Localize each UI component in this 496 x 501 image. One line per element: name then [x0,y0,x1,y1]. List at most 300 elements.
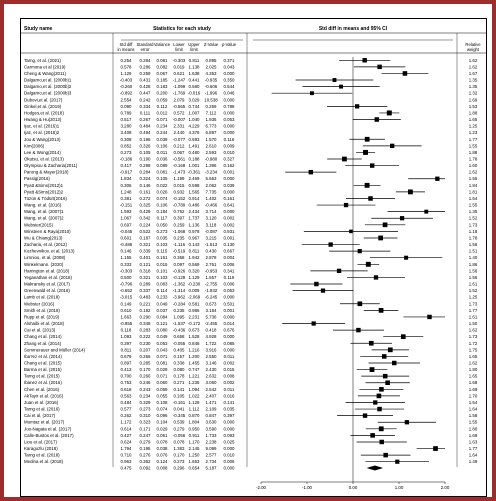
study-label: Tarng, et al. (2021) [24,57,61,63]
stat-cell: 0.272 [139,195,151,201]
study-label: Ijaz, et al. (2016)2 [24,130,60,136]
effect-marker [374,275,378,279]
stat-cell: 0.114 [156,288,168,294]
stat-cell: 0.244 [156,130,168,136]
stat-cell: 2.734 [205,459,217,465]
stat-cell: 0.080 [156,327,168,333]
stat-cell: 0.601 [120,235,132,241]
stat-cell: 0.578 [120,64,132,70]
stat-cell: 0.104 [156,419,168,425]
effect-marker [404,256,408,260]
stat-cell: 1.794 [120,446,132,452]
stat-cell: 0.187 [139,235,151,241]
stat-cell: 0.852 [120,143,132,149]
stat-cell: 0.141 [173,386,185,392]
effect-marker [368,196,372,200]
effect-marker [379,426,384,431]
stat-cell: 0.117 [156,215,168,221]
stat-cell: 0.050 [156,222,168,228]
effect-marker [349,230,353,234]
stat-cell: -0.260 [119,84,133,90]
stat-cell: 0.569 [188,261,200,267]
stat-cell: 0.259 [173,222,185,228]
stat-cell: 0.486 [188,202,200,208]
effect-marker [370,163,374,167]
study-label: Greenwald et al. (2018) [24,288,70,294]
stat-cell: 0.002 [223,222,235,228]
stat-cell: 1.565 [188,189,200,195]
summary-stat-cell: 0.092 [139,465,151,471]
effect-marker [356,328,360,332]
stat-cell: 0.101 [156,268,168,274]
stat-cell: 0.001 [223,169,235,175]
weight-cell: 1.65 [468,373,478,379]
weight-cell: 1.67 [468,70,478,76]
effect-marker [435,177,439,181]
stat-cell: 0.000 [223,70,235,76]
weight-cell: 1.69 [468,386,478,392]
stat-cell: 0.035 [223,406,235,412]
x-tick-label: 2.00 [440,485,450,490]
stat-cell: 0.000 [223,419,235,425]
effect-marker [314,282,318,286]
stat-cell: 7.112 [205,110,217,116]
stat-cell: -2.755 [204,281,218,287]
stat-col-header: Variance [153,42,171,47]
stat-cell: 2.761 [205,261,217,267]
stat-col-header-2: limit [175,47,183,52]
summary-diamond [367,466,383,471]
effect-marker [382,354,387,359]
stat-cell: 0.049 [156,334,168,340]
study-label: Liou et al. (2017) [24,439,57,445]
stat-cell: 2.434 [188,209,200,215]
stat-cell: 0.103 [156,274,168,280]
stat-cell: 1.396 [205,163,217,169]
effect-marker [377,65,381,69]
weight-cell: 1.62 [468,57,478,63]
stat-cell: -3.234 [204,169,218,175]
effect-marker [363,150,368,155]
stat-cell: 1.094 [188,386,200,392]
stat-cell: -0.129 [172,274,186,280]
effect-marker [377,407,381,411]
stat-cell: 0.190 [139,156,151,162]
weight-cell: 1.77 [468,136,478,142]
study-label: Zacharia, et al. (2012) [24,242,67,248]
stat-cell: 0.338 [173,360,185,366]
stat-cell: 0.337 [139,288,151,294]
effect-marker [333,78,337,82]
weight-cell: 1.56 [468,268,478,274]
stat-cell: 0.035 [156,235,168,241]
stat-cell: 0.085 [223,340,235,346]
stat-cell: 0.010 [223,149,235,155]
effect-marker [405,420,409,424]
weight-cell: 1.68 [468,432,478,438]
stat-cell: 0.000 [223,110,235,116]
stat-cell: 0.581 [188,301,200,307]
plot-title: Std diff in means and 95% CI [318,26,388,32]
stat-cell: 0.279 [139,439,151,445]
stat-cell: 0.221 [139,301,151,307]
stat-cell: 0.081 [156,360,168,366]
stat-cell: -1.099 [172,84,186,90]
study-label: Wang, et al. (2007)2 [24,215,64,221]
stat-cell: 0.753 [120,380,132,386]
weight-cell: 1.62 [468,360,478,366]
study-label: Medina et al. (2018) [24,459,64,465]
stat-cell: 0.480 [188,149,200,155]
summary-stat-cell: 0.475 [120,465,132,471]
stat-cell: 0.015 [156,261,168,267]
stat-cell: 2.542 [205,386,217,392]
effect-marker [383,453,387,457]
stat-cell: 1.067 [120,215,132,221]
stat-cell: 0.273 [120,149,132,155]
stat-cell: 0.212 [173,143,185,149]
stat-cell: 0.036 [156,156,168,162]
study-label: Tarng et al. (2018) [24,452,60,458]
stat-cell: 1.129 [188,274,200,280]
stat-cell: 1.653 [188,459,200,465]
study-label: Chen et al. (2016) [24,386,60,392]
stat-cell: -2.455 [204,321,218,327]
stat-col-header-2: in means [117,47,135,52]
stat-cell: 0.000 [223,176,235,182]
stat-cell: -0.519 [172,248,186,254]
stat-cell: 0.234 [139,393,151,399]
stat-cell: 0.146 [139,182,151,188]
stat-cell: 0.747 [188,367,200,373]
stat-cell: 0.333 [120,261,132,267]
stat-cell: -0.486 [119,242,133,248]
stat-cell: 0.624 [120,439,132,445]
study-label: Passig(2016) [24,176,50,182]
stat-cell: 0.188 [188,156,200,162]
stat-col-header: Standard [136,42,154,47]
weight-cell: 1.84 [468,182,478,188]
stat-cell: 1.170 [188,439,200,445]
stat-cell: 0.371 [223,57,235,63]
study-label: Karagozlu (2018) [24,446,58,452]
study-label: Hwang & Hu(2013) [24,117,62,123]
stat-cell: 0.693 [188,136,200,142]
stat-cell: 0.078 [156,439,168,445]
stat-cell: 0.368 [173,255,185,261]
weight-cell: 1.80 [468,367,478,373]
stat-cell: 1.834 [120,176,132,182]
stat-cell: -0.565 [172,103,186,109]
stat-cell: 1.172 [120,419,132,425]
stat-cell: 1.570 [205,136,217,142]
stat-cell: 2.550 [205,353,217,359]
effect-marker [388,347,393,352]
weight-cell: 1.55 [468,202,478,208]
stat-cell: 0.043 [223,64,235,70]
stat-cell: 4.928 [205,334,217,340]
stat-cell: 0.610 [120,307,132,313]
stat-cell: 0.046 [223,90,235,96]
stat-cell: 1.095 [173,314,185,320]
study-label: Dalgarno,et al. (2000b)1 [24,77,72,83]
stat-cell: 0.667 [223,248,235,254]
stat-cell: 0.121 [139,261,151,267]
stat-cell: 0.053 [156,340,168,346]
stat-cell: 0.320 [188,268,200,274]
stat-cell: -0.303 [172,57,186,63]
stat-cell: 1.129 [120,70,132,76]
stat-cell: 0.539 [173,419,185,425]
stat-cell: 0.029 [156,367,168,373]
stat-cell: 1.557 [205,274,217,280]
stat-cell: -0.403 [119,77,133,83]
stat-cell: 0.119 [223,274,235,280]
weight-cell: 1.77 [468,446,478,452]
stat-cell: 0.235 [173,307,185,313]
study-label: Winsteen & Raya(2010) [24,228,71,234]
stat-cell: 0.847 [205,413,217,419]
stat-cell: -0.606 [204,84,218,90]
stat-cell: 0.162 [223,163,235,169]
weight-cell: 1.25 [468,123,478,129]
weight-cell: 1.73 [468,301,478,307]
stat-cell: 1.040 [188,117,200,123]
stat-cell: 0.963 [120,459,132,465]
stat-cell: 2.331 [173,123,185,129]
weight-cell: 1.50 [468,321,478,327]
weight-cell: 1.62 [468,169,478,175]
stat-cell: 0.061 [156,432,168,438]
stat-cell: 1.528 [188,334,200,340]
study-label: Dubovi,et al. (2017) [24,97,63,103]
stat-cell: 1.007 [188,110,200,116]
effect-marker [342,157,347,162]
weight-cell: 1.58 [468,413,478,419]
stat-cell: 0.247 [139,432,151,438]
stat-cell: 1.022 [188,393,200,399]
effect-marker [377,394,382,399]
effect-marker [433,446,438,451]
stat-cell: 0.081 [156,169,168,175]
stat-cell: 0.053 [223,288,235,294]
study-label: Limniou, et al. (2008) [24,255,66,261]
stat-cell: 0.290 [139,314,151,320]
stat-cell: 0.658 [173,334,185,340]
x-tick-label: -2.00 [255,485,267,490]
stat-cell: 1.216 [188,347,200,353]
stat-cell: 0.082 [156,64,168,70]
stat-cell: -0.016 [187,90,201,96]
stat-cell: 0.580 [188,84,200,90]
stat-cell: -0.935 [204,77,218,83]
stat-cell: 5.736 [205,314,217,320]
stat-cell: 0.008 [223,373,235,379]
stat-cell: 0.000 [223,446,235,452]
stat-cell: 0.000 [223,123,235,129]
stat-cell: 0.279 [173,426,185,432]
stat-cell: 0.811 [188,248,200,254]
stat-cell: 3.146 [205,360,217,366]
stat-cell: 0.207 [139,347,151,353]
effect-marker [309,170,313,174]
stat-cell: 0.076 [156,452,168,458]
study-label: Lamb et al. (2018) [24,294,60,300]
effect-marker [358,301,363,306]
stat-cell: 0.039 [156,136,168,142]
stat-cell: 0.544 [223,84,235,90]
study-label: Mumtaz et al. (2017) [24,419,65,425]
stats-title: Statistics for each study [153,26,211,32]
stat-cell: 0.090 [120,103,132,109]
study-label: Webster(2015) [24,222,53,228]
effect-marker [369,341,374,346]
stat-cell: 0.978 [188,228,200,234]
stat-cell: -1.116 [172,242,186,248]
effect-marker [424,210,428,214]
effect-marker [383,222,388,227]
stat-cell: 1.471 [205,399,217,405]
study-label: Iba?ez et al. (2014) [24,353,62,359]
study-label: Smith et al. (2018) [24,307,60,313]
study-label: Sommerauer and Müller (2014) [24,347,86,353]
stat-cell: 0.484 [120,399,132,405]
stat-cell: 0.124 [156,459,168,465]
study-label: Chang et al. (2014) [24,334,62,340]
effect-marker [328,242,332,246]
weight-cell: 1.35 [468,77,478,83]
study-label: Lee & Wong(2014) [24,149,61,155]
summary-stat-cell: 0.654 [188,465,200,471]
stat-cell: 0.321 [139,274,151,280]
stat-cell: 0.577 [120,406,132,412]
stat-cell: 0.029 [156,426,168,432]
stat-cell: -0.926 [172,268,186,274]
stat-cell: 2.079 [173,97,185,103]
stat-col-header-2: limit [190,47,198,52]
stat-cell: 0.310 [139,413,151,419]
stat-cell: 2.469 [188,176,200,182]
stat-cell: 1.112 [188,406,200,412]
stat-cell: -1.769 [172,90,186,96]
stat-cell: 0.025 [223,439,235,445]
stat-cell: 0.811 [120,347,132,353]
study-label: Webster (2016) [24,301,55,307]
effect-marker [355,104,359,108]
stat-cell: 2.430 [205,367,217,373]
stat-cell: 0.178 [173,373,185,379]
stat-cell: 0.641 [223,202,235,208]
effect-marker [375,117,380,122]
stat-cell: 0.074 [156,195,168,201]
study-label: Joo-Nagata et al. (2017) [24,426,72,432]
weight-cell: 1.86 [468,261,478,267]
stat-cell: 0.318 [139,268,151,274]
effect-marker [365,183,370,188]
weight-cell: 1.88 [468,149,478,155]
stat-cell: 1.663 [120,314,132,320]
stat-cell: 0.273 [156,228,168,234]
weight-cell: 1.18 [468,228,478,234]
stat-cell: 1.722 [205,340,217,346]
stat-cell: 0.055 [156,393,168,399]
stat-col-header: Lower [173,42,185,47]
stat-cell: 3.060 [205,380,217,386]
stat-cell: 2.577 [205,452,217,458]
stat-cell: 2.238 [205,439,217,445]
stat-cell: 0.171 [139,426,151,432]
stat-cell: 1.221 [188,373,200,379]
stat-cell: 0.004 [223,255,235,261]
effect-marker [408,189,413,194]
stat-cell: 2.554 [120,97,132,103]
stat-cell: 0.413 [120,367,132,373]
stat-cell: 0.009 [188,288,200,294]
stat-cell: 0.108 [156,399,168,405]
stat-cell: -6.245 [204,294,218,300]
stat-cell: 0.192 [139,307,151,313]
stat-cell: 0.621 [173,70,185,76]
effect-marker [370,433,375,438]
stat-cell: 0.001 [223,235,235,241]
stat-cell: 2.878 [205,255,217,261]
stat-cell: 0.014 [223,321,235,327]
weight-cell: 1.35 [468,84,478,90]
stat-cell: 0.870 [188,413,200,419]
stat-cell: -0.466 [204,202,218,208]
stat-cell: 0.071 [156,353,168,359]
stat-cell: -0.980 [204,156,218,162]
stat-cell: 0.517 [120,117,132,123]
stat-cell: 0.673 [205,301,217,307]
stat-cell: 6.897 [205,130,217,136]
stat-cell: 0.116 [223,136,235,142]
stat-cell: -0.168 [172,163,186,169]
stat-cell: 0.563 [120,393,132,399]
stat-cell: 0.324 [139,176,151,182]
effect-marker [379,387,384,392]
stat-cell: 1.455 [188,360,200,366]
stat-cell: 0.080 [173,367,185,373]
effect-marker [383,374,388,379]
stat-cell: -3.962 [172,294,186,300]
weight-cell: 1.60 [468,163,478,169]
stat-cell: 0.329 [139,399,151,405]
stat-cell: 0.105 [139,149,151,155]
stat-cell: 0.060 [156,380,168,386]
stat-cell: 10.538 [204,97,218,103]
weight-cell: 1.55 [468,143,478,149]
stat-cell: 0.022 [156,182,168,188]
stat-cell: 0.083 [223,432,235,438]
stat-cell: -1.473 [172,169,186,175]
stat-cell: 0.744 [188,103,200,109]
study-label: Okutsu, et al. (2013) [24,156,64,162]
stat-cell: 0.483 [139,294,151,300]
stat-cell: 0.614 [120,426,132,432]
stat-cell: 0.143 [188,242,200,248]
stat-cell: 0.011 [223,353,235,359]
study-label: Zhang et al. (2014) [24,340,62,346]
weight-cell: 1.51 [468,248,478,254]
weight-cell: 1.65 [468,117,478,123]
stat-cell: 0.083 [156,281,168,287]
stat-cell: 0.011 [223,386,235,392]
stat-cell: 0.096 [156,413,168,419]
stat-cell: -1.362 [172,281,186,287]
stat-cell: 0.026 [156,189,168,195]
weight-cell: 1.73 [468,334,478,340]
